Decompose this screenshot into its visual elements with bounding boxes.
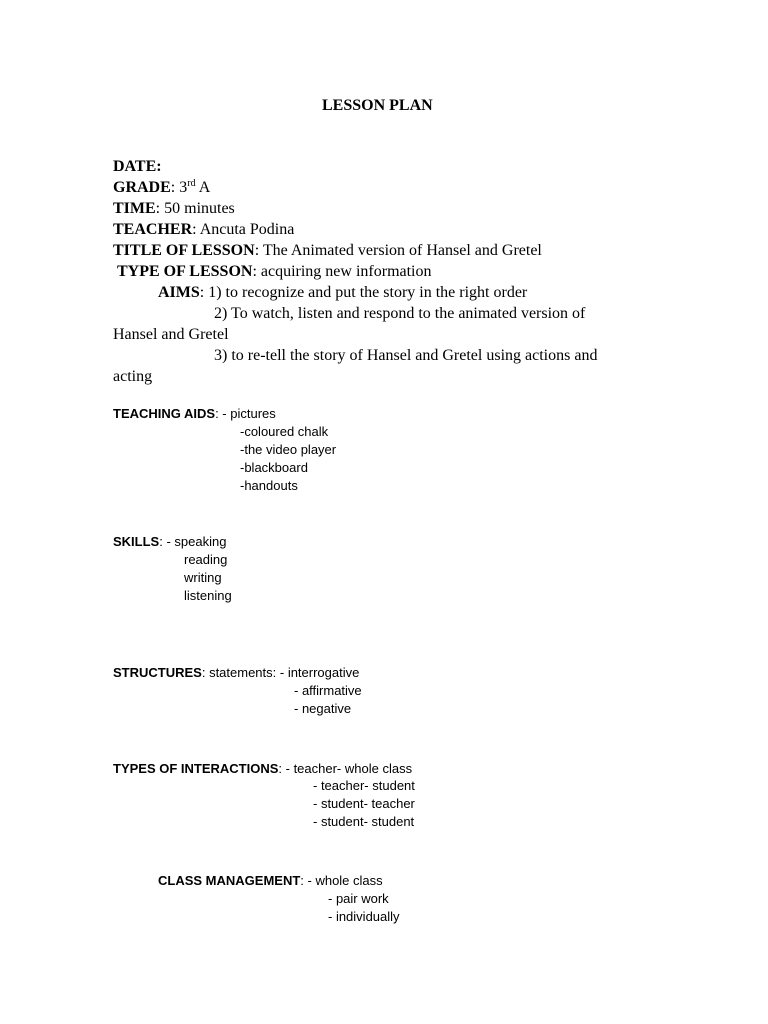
teaching-aid-item: -the video player [240,442,337,457]
skill-item: writing [184,570,222,585]
class-management-item: - pair work [328,891,389,906]
teacher-line [113,219,294,240]
interaction-item: - teacher- student [313,778,415,793]
structures-label: STRUCTURES [113,665,202,680]
interaction-item: : - teacher- whole class [278,761,413,776]
grade-label: GRADE [113,179,171,196]
grade-suffix: rd [187,178,196,189]
date-line [113,156,162,177]
aims-line-1 [158,282,527,303]
date-label: DATE: [113,158,162,175]
class-management-item: : - whole class [300,873,383,888]
structures-line [113,664,359,682]
time-value: : 50 minutes [155,200,235,217]
lesson-type-value: : acquiring new information [252,263,432,280]
skill-item: reading [184,552,228,567]
teacher-label: TEACHER [113,221,193,238]
lesson-title-label: TITLE OF LESSON [113,242,255,259]
lesson-title-value: : The Animated version of Hansel and Gretel [254,242,542,259]
time-label: TIME [113,200,156,217]
page-title: LESSON PLAN [322,97,433,114]
lesson-type-label: TYPE OF LESSON [117,263,253,280]
interaction-item: - student- student [313,814,415,829]
teaching-aid-item: : - pictures [215,406,276,421]
aim-2: 2) To watch, listen and respond to the animated version of [214,305,586,322]
grade-line [113,177,210,198]
time-line [113,198,235,219]
aim-3: 3) to re-tell the story of Hansel and Gretel using actions and [214,347,598,364]
interactions-label: TYPES OF INTERACTIONS [113,761,279,776]
aim-1: : 1) to recognize and put the story in the right order [199,284,528,301]
skills-label: SKILLS [113,534,160,549]
lesson-title-line [113,240,542,261]
grade-class: A [195,179,211,196]
teaching-aid-item: -handouts [240,478,298,493]
aim-2-cont: Hansel and Gretel [113,326,229,343]
teaching-aid-item: -coloured chalk [240,424,329,439]
class-management-line [158,872,383,890]
grade-value: : 3 [170,179,188,196]
aim-3-cont: acting [113,368,153,385]
class-management-item: - individually [328,909,400,924]
teaching-aids-label: TEACHING AIDS [113,406,216,421]
structure-item: : statements: - interrogative [201,665,360,680]
teaching-aid-item: -blackboard [240,460,308,475]
interaction-item: - student- teacher [313,796,415,811]
lesson-type-line [117,261,432,282]
structure-item: - negative [294,701,352,716]
class-management-label: CLASS MANAGEMENT [158,873,301,888]
teacher-value: : Ancuta Podina [192,221,295,238]
teaching-aids-line [113,405,276,423]
aims-label: AIMS [158,284,200,301]
skill-item: listening [184,588,232,603]
interactions-line [113,760,412,778]
skill-item: : - speaking [159,534,227,549]
structure-item: - affirmative [294,683,362,698]
skills-line [113,533,226,551]
